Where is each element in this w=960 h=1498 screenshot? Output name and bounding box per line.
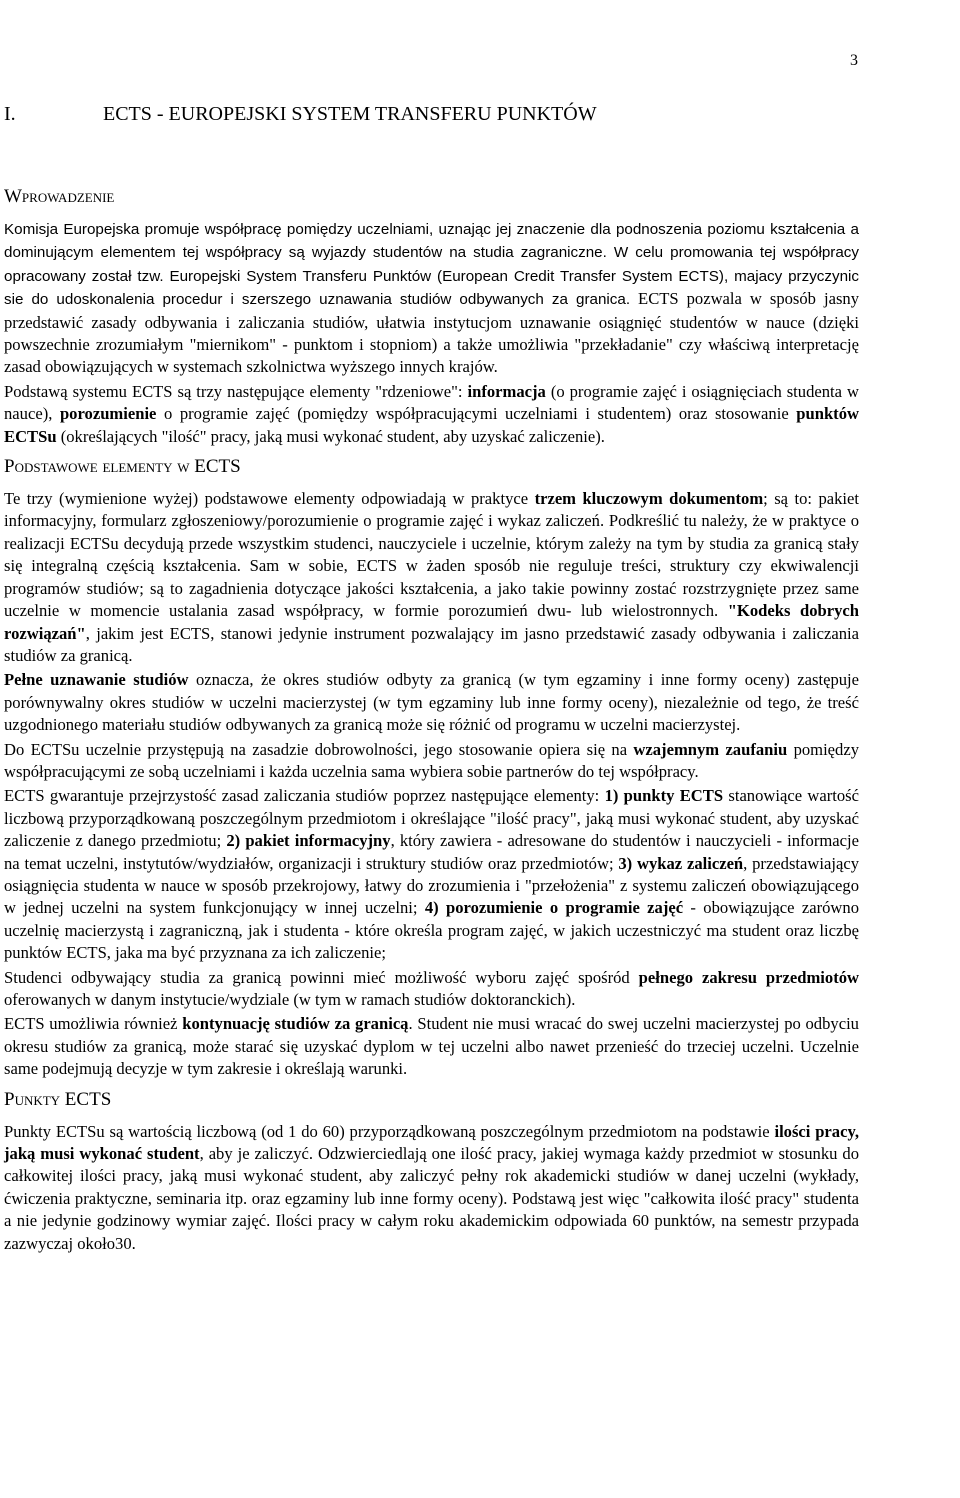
- text-run: , jakim jest ECTS, stanowi jedynie instrument pozwalający im jasno przedstawić zasady odbywania i zaliczania studiów za granicą.: [4, 623, 859, 665]
- chapter-title-text: ECTS - EUROPEJSKI SYSTEM TRANSFERU PUNKTÓW: [103, 103, 597, 125]
- section-heading-intro: Wprowadzenie: [4, 186, 115, 207]
- text-run: (określających "ilość" pracy, jaką musi wykonać student, aby uzyskać zaliczenie).: [56, 426, 605, 446]
- bold-term: trzem kluczowym dokumentom: [534, 489, 764, 509]
- bold-term: 4) porozumienie o programie zajęć: [424, 898, 684, 918]
- paragraph: [4, 218, 859, 379]
- paragraph: [4, 669, 859, 736]
- bold-term: Pełne uznawanie studiów: [4, 670, 189, 690]
- bold-term: 1) punkty ECTS: [604, 786, 724, 806]
- paragraph: [4, 1013, 859, 1080]
- chapter-number: I.: [4, 103, 16, 125]
- bold-term: wzajemnym zaufaniu: [633, 739, 788, 759]
- text-run: ECTS gwarantuje przejrzystość zasad zaliczania studiów poprzez następujące elementy:: [4, 786, 605, 806]
- text-run: Punkty ECTSu są wartością liczbową (od 1 do 60) przyporządkowaną poszczególnym przedmiotom na podstawie: [4, 1121, 775, 1141]
- text-run: ECTS umożliwia również: [4, 1014, 183, 1034]
- paragraph: [4, 967, 859, 1012]
- bold-term: 2) pakiet informacyjny: [226, 831, 391, 851]
- text-run: Studenci odbywający studia za granicą powinni mieć możliwość wyboru zajęć spośród: [4, 967, 639, 987]
- text-run: , przedstawiający osiągnięcia studenta w nauce w sposób przekrojowy, łatwy do zrozumienia i "przełożenia" z systemu zaliczeń obowiązującego w jednej uczelni na system funkcjonujący w innej uczelni;: [4, 853, 860, 918]
- text-run: Podstawą systemu ECTS są trzy następujące elementy "rdzeniowe":: [4, 381, 468, 401]
- text-run: ECTS pozwala w sposób jasny przedstawić zasady odbywania i zaliczania studiów, ułatwia instytucjom uznawanie osiągnięć studentów w nauce (dzięki powszechnie zrozumiałym "miernikom" - punktom i stopniom) a także umożliwia "przekładanie" czy właściwą interpretację zasad obowiązujących w systemach szkolnictwa wyższego innych krajów.: [4, 289, 859, 377]
- bold-term: ilości pracy, jaką musi wykonać student: [4, 1121, 859, 1164]
- bold-term: 3) wykaz zaliczeń: [618, 853, 744, 873]
- bold-term: informacja: [467, 381, 546, 401]
- paragraph: [4, 1121, 859, 1255]
- text-run: o programie zajęć (pomiędzy współpracującymi uczelniami i studentem) oraz stosowanie: [156, 404, 797, 424]
- page-number: 3: [850, 52, 858, 69]
- document-body: [4, 184, 859, 1257]
- text-run: Te trzy (wymienione wyżej) podstawowe elementy odpowiadają w praktyce: [4, 489, 535, 509]
- paragraph: [4, 488, 859, 667]
- paragraph: [4, 785, 859, 964]
- section-heading-points: Punkty ECTS: [4, 1088, 112, 1110]
- paragraph: [4, 739, 859, 784]
- text-run: stanowiące wartość liczbową przyporządkowaną poszczególnym przedmiotom i określające "ilość pracy", jaką musi wykonać student, aby uzyskać zaliczenie z danego przedmiotu;: [4, 786, 859, 851]
- bold-term: pełnego zakresu przedmiotów: [638, 967, 859, 987]
- text-run: pomiędzy współpracującymi ze sobą uczelniami i każda uczelnia sama wybiera sobie partnerów do tej współpracy.: [4, 739, 860, 781]
- text-run: , który zawiera - adresowane do studentów i nauczycieli - informacje na temat uczelni, instytutów/wydziałów, organizacji i struktury studiów oraz przedmiotów;: [4, 831, 859, 873]
- paragraph: [4, 381, 859, 448]
- text-run: Komisja Europejska promuje współpracę pomiędzy uczelniami, uznając jej znaczenie dla podnoszenia poziomu kształcenia a dominującym elementem tej współpracy są wyjazdy studentów na studia zagraniczne. W celu promowania tej współpracy opracowany został tzw. Europejski System Transferu Punktów (European Credit Transfer System ECTS), majacy przyczynic sie do udoskonalenia procedur i szerszego uznawania studiów odbywanych za granica.: [4, 221, 859, 309]
- text-run: ; są to: pakiet informacyjny, formularz zgłoszeniowy/porozumienie o programie zajęć i wykaz zaliczeń. Podkreślić tu należy, że w praktyce o realizacji ECTSu decydują przede wszystkim studenci, nauczyciele i uczelnie, którym zależy na tym by studia za granicą stały się integralną częścią kształcenia. Sam w sobie, ECTS w żaden sposób nie reguluje treści, struktury czy ekwiwalencji programów studiów; są to zagadnienia dotyczące jakości kształcenia, a jako takie powinny zostać rozstrzygnięte przez same uczelnie w momencie ustalania zasad współpracy, w formie porozumień dwu- lub wielostronnych.: [4, 489, 860, 621]
- bold-term: "Kodeks dobrych rozwiązań": [4, 601, 859, 643]
- text-run: Do ECTSu uczelnie przystępują na zasadzie dobrowolności, jego stosowanie opiera się na: [4, 739, 634, 759]
- text-run: - obowiązujące zarówno uczelnię macierzystą i zagraniczną, jak i studenta - które określa program zajęć, w jakich uczestniczyć ma student oraz liczbę punktów ECTS, jaka ma być przyznana za ich zaliczenie;: [4, 898, 859, 963]
- text-run: , aby je zaliczyć. Odzwierciedlają one ilość pracy, jakiej wymaga każdy przedmiot w stosunku do całkowitej ilości pracy, jaką musi wykonać student, aby zaliczyć pełny rok akademicki studiów w danej uczelni (wykłady, ćwiczenia praktyczne, seminaria itp. oraz egzaminy lub inne formy oceny). Podstawą jest więc "całkowita ilość pracy" studenta a nie jedynie godzinowy wymiar zajęć. Ilości pracy w całym roku akademickim odpowiada 60 punktów, na semestr przypada zazwyczaj około30.: [4, 1144, 859, 1253]
- text-run: . Student nie musi wracać do swej uczelni macierzystej po odbyciu okresu studiów za granicą, może starać się uzyskać dyplom w tej uczelni albo nawet przenieść do trzeciej uczelni. Uczelnie same podejmują decyzje w tym zakresie i określają warunki.: [4, 1014, 859, 1079]
- text-run: (o programie zajęć i osiągnięciach studenta w nauce),: [4, 381, 859, 424]
- text-run: oznacza, że okres studiów odbyty za granicą (w tym egzaminy i inne formy oceny) zastępuje porównywalny okres studiów w uczelni macierzystej (w tym egzaminy lub inne formy oceny), niezależnie od tego, że treść uzgodnionego materiału studiów odbywanych za granicą może się różnić od programu w uczelni macierzystej.: [4, 670, 860, 735]
- text-run: oferowanych w danym instytucie/wydziale (w tym w ramach studiów doktoranckich).: [4, 990, 576, 1009]
- bold-term: punktów ECTSu: [4, 404, 859, 446]
- section-heading-elements: Podstawowe elementy w ECTS: [4, 456, 241, 478]
- bold-term: porozumienie: [59, 404, 157, 424]
- bold-term: kontynuację studiów za granicą: [182, 1014, 409, 1034]
- chapter-title: [4, 103, 597, 126]
